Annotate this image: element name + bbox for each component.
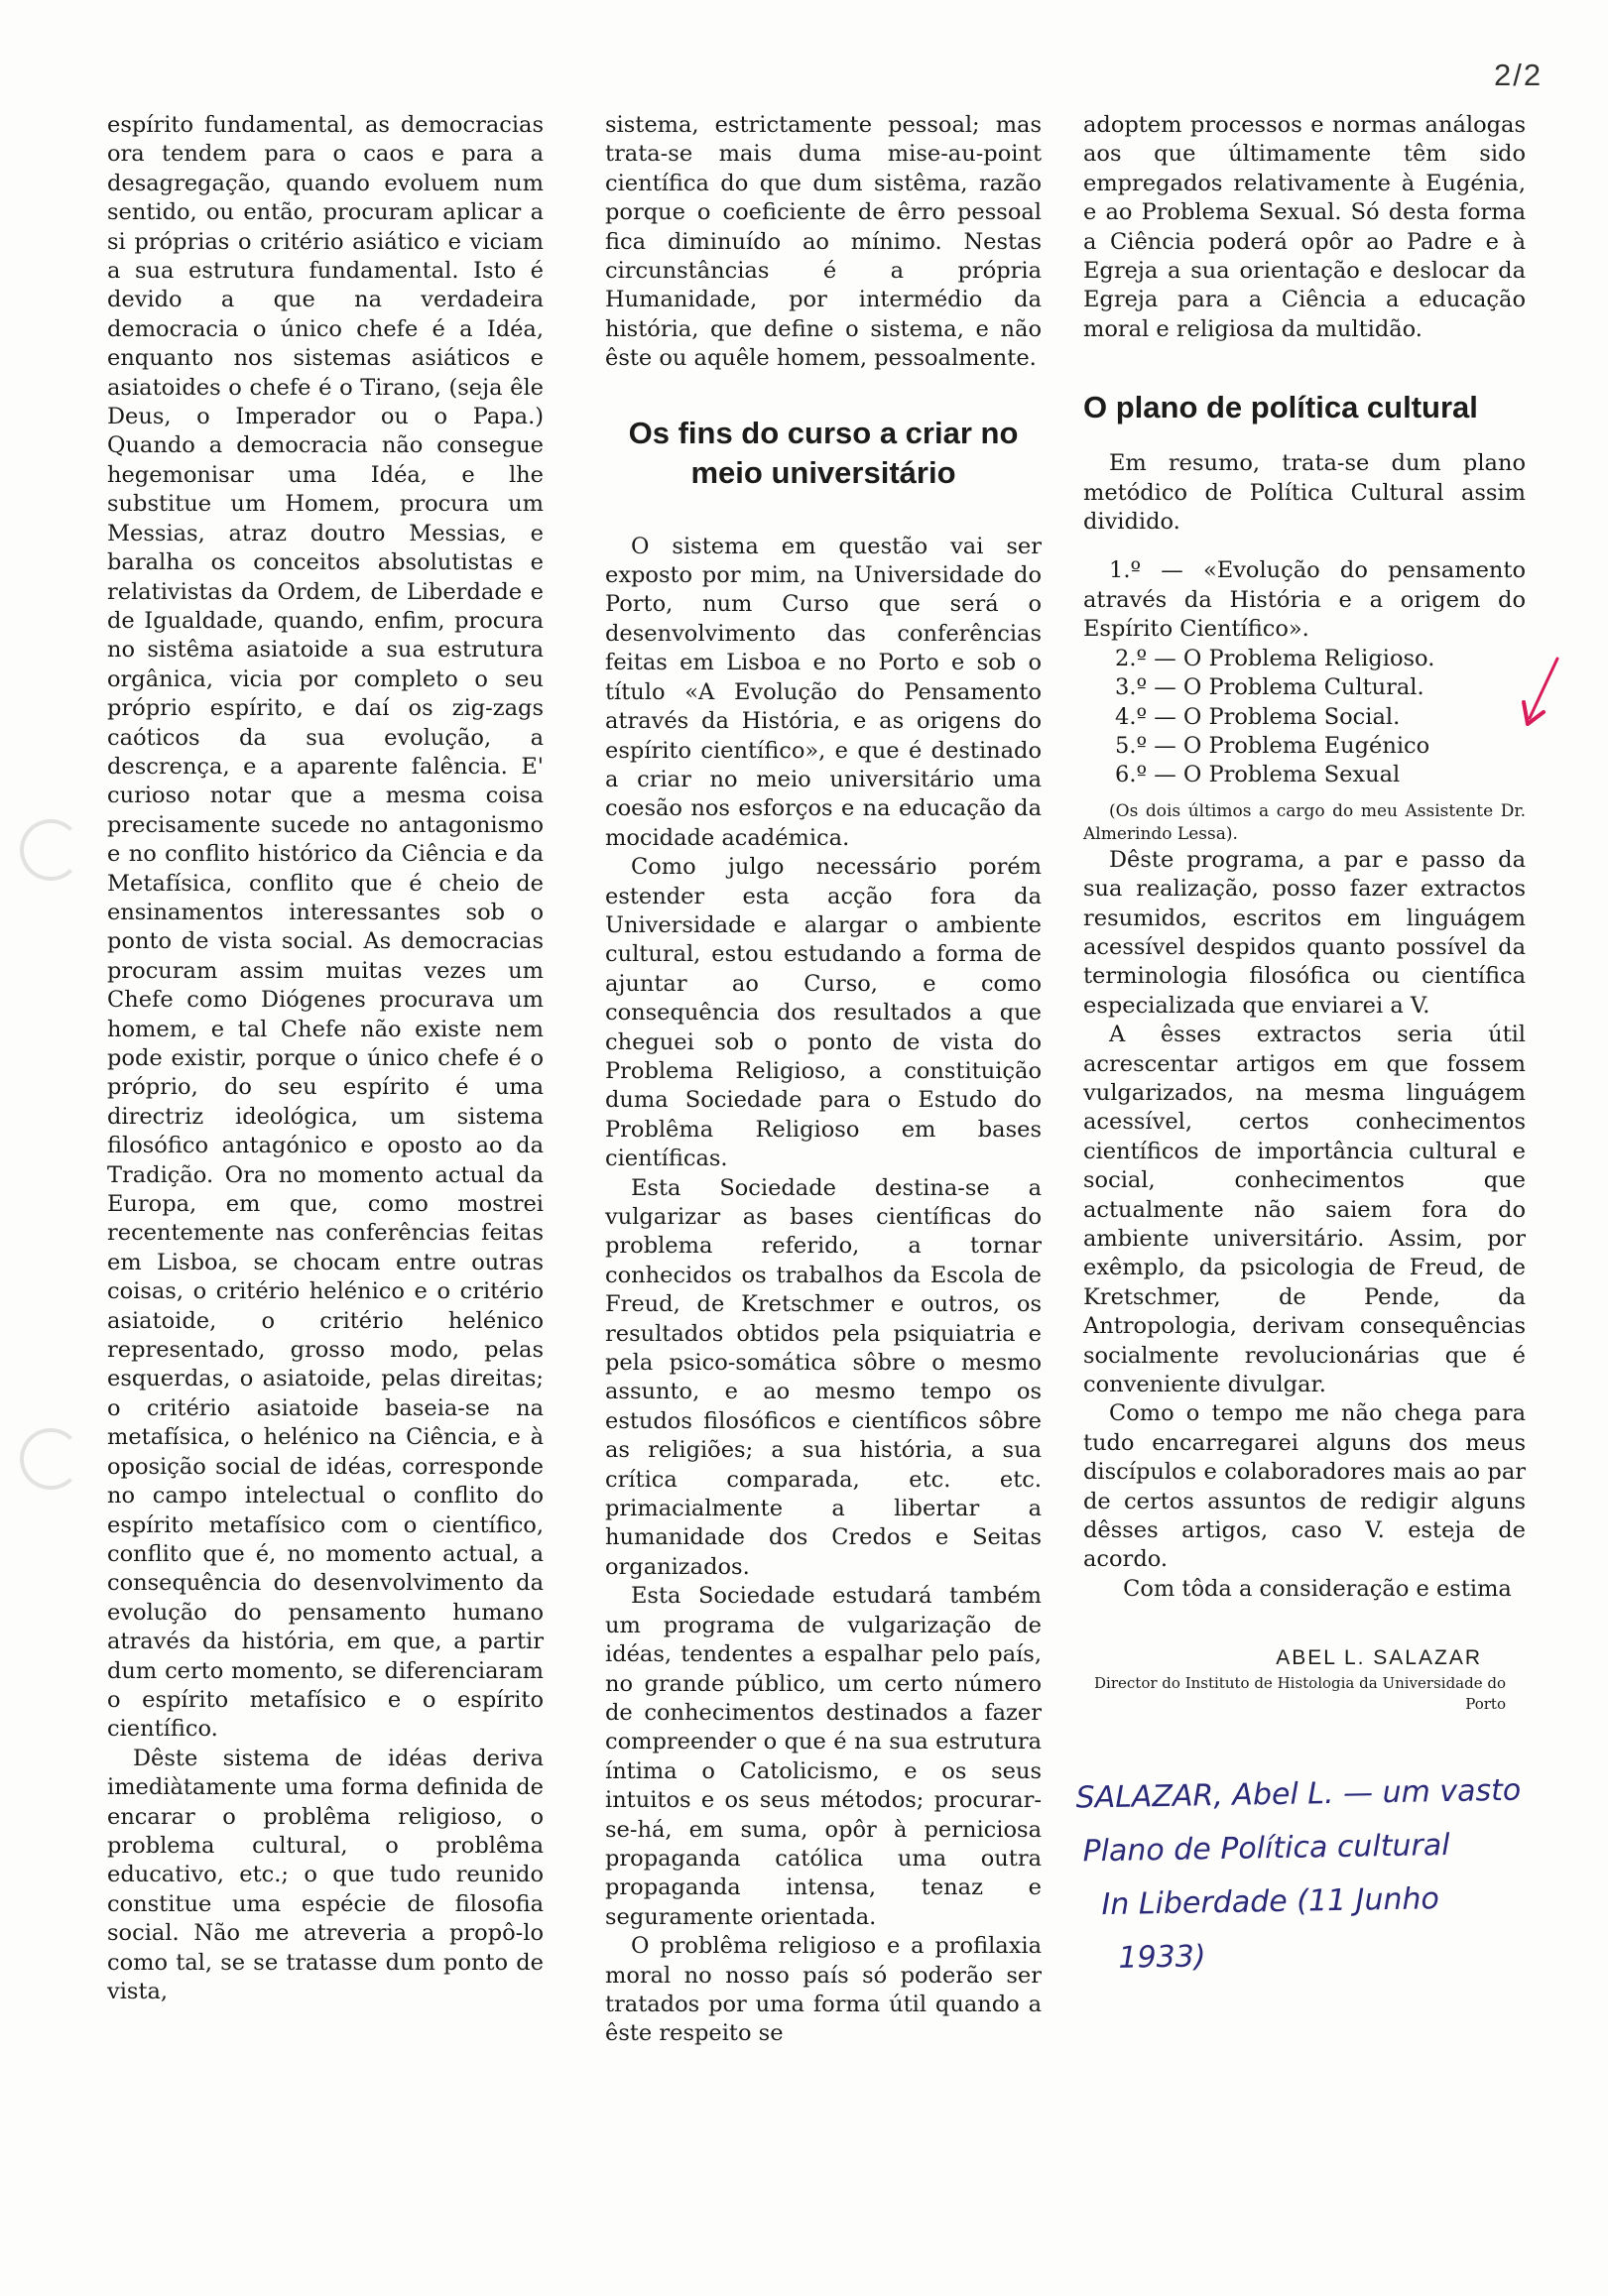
page-number: 2/2 [1494,58,1544,92]
paragraph: sistema, estrictamente pessoal; mas trata-se mais duma mise-au-point científica do que dum sistêma, razão porque o coeficiente de êrro pessoal fica diminuído ao mínimo. Nestas circunstâncias é a própria Humanidade, por intermédio da história, que define o sistema, e não êste ou aquêle homem, pessoalmente. [605,112,1042,372]
section-heading: O plano de política cultural [1083,390,1478,425]
handwritten-line: Plano de Política cultural [1082,1827,1450,1870]
signature-name: ABEL L. SALAZAR [1276,1646,1482,1670]
footnote: (Os dois últimos a cargo do meu Assistente Dr. Almerindo Lessa). [1083,800,1526,844]
list-item: 6.º — O Problema Sexual [1115,762,1401,788]
list-item: 5.º — O Problema Eugénico [1115,732,1430,759]
list-item: 1.º — «Evolução do pensamento através da História e a origem do Espírito Científico». [1083,557,1526,643]
paragraph: Em resumo, trata-se dum plano metódico de Política Cultural assim dividido. [1083,450,1526,536]
paragraph: Como julgo necessário porém estender esta acção fora da Universidade e alargar o ambiente cultural, estou estudando a forma de ajuntar ao Curso, e como consequência dos resultados a que cheguei sob o ponto de vista do Problema Religioso, a constituição duma Sociedade para o Estudo do Problêma Religioso em bases científicas. [605,854,1042,1172]
signature-title: Director do Instituto de Histologia da Universidade do Porto [1094,1673,1506,1713]
column-2 [605,111,1042,2049]
handwritten-line: In Liberdade (11 Junho [1101,1881,1440,1923]
paragraph: Esta Sociedade destina-se a vulgarizar as bases científicas do problema referido, a tornar conhecidos os trabalhos da Escola de Freud, de Kretschmer e outros, os resultados obtidos pela psiquiatria e pela psico-somática sôbre o mesmo assunto, e ao mesmo tempo os estudos filosóficos e científicos sôbre as religiões; a sua história, a sua crítica comparada, etc. etc. primacialmente a libertar a humanidade dos Credos e Seitas organizados. [605,1174,1042,1580]
paragraph: espírito fundamental, as democracias ora tendem para o caos e para a desagregação, quando evoluem num sentido, ou então, procuram aplicar a si próprias o critério asiático e viciam a sua estrutura fundamental. Isto é devido a que na verdadeira democracia o único chefe é a Idéa, enquanto nos sistemas asiáticos e asiatoides o chefe é o Tirano, (seja êle Deus, o Imperador ou o Papa.) Quando a democracia não consegue hegemonisar uma Idéa, e lhe substitue um Homem, procura um Messias, atraz doutro Messias, e baralha os conceitos absolutistas e relativistas da Ordem, de Liberdade e de Igualdade, quando, enfim, procura no sistêma asiatoide a sua estrutura orgânica, vicia por completo o seu próprio espírito, e daí os zig-zags caóticos da sua evolução, a descrença, e a aparente falência. E' curioso notar que a mesma coisa precisamente sucede no antagonismo e no conflito histórico da Ciência e da Metafísica, conflito que é cheio de ensinamentos interessantes sob o ponto de vista social. As democracias procuram assim muitas vezes um Chefe como Diógenes procurava um homem, e tal Chefe não existe nem pode existir, porque o único chefe é o próprio, do seu espírito é uma directriz ideológica, um sistema filosófico antagónico e oposto ao da Tradição. Ora no momento actual da Europa, em que, como mostrei recentemente nas conferências feitas em Lisboa, se chocam entre outras coisas, o critério helénico e o critério asiatoide, o critério helénico representado, grosso modo, pelas esquerdas, o asiatoide, pelas direitas; o critério asiatoide baseia-se na metafísica, o helénico na Ciência, e à oposição social de idéas, corresponde no campo intelectual o conflito do espírito metafísico com o científico, conflito que é, no momento actual, a consequência do desenvolvimento da evolução do pensamento humano através da história, em que, a partir dum certo momento, se diferenciaram o espírito metafísico e o espírito científico. [107,112,544,1743]
paragraph: Dêste programa, a par e passo da sua realização, posso fazer extractos resumidos, escritos em linguágem acessível despidos quanto possível da terminologia filosófica ou científica especializada que enviarei a V. [1083,846,1526,1019]
paragraph: Esta Sociedade estudará também um programa de vulgarização de idéas, tendentes a espalhar pelo país, no grande público, um certo número de conhecimentos destinados a fazer compreender o que é na sua estrutura íntima o Catolicismo, e os seus intuitos e os seus métodos; procurar-se-há, em suma, opôr à perniciosa propaganda católica uma outra propaganda intensa, tenaz e seguramente orientada. [605,1583,1042,1930]
staple-hole-mark [20,819,81,881]
list-item: 3.º — O Problema Cultural. [1115,674,1424,701]
paragraph: adoptem processos e normas análogas aos que últimamente têm sido empregados relativamente à Eugénia, e ao Problema Sexual. Só desta forma a Ciência poderá opôr ao Padre e à Egreja a sua orientação e deslocar da Egreja para a Ciência a educação moral e religiosa da multidão. [1083,112,1526,342]
column-1 [107,111,544,2006]
plan-list [1083,556,1526,789]
handwritten-note [1075,1762,1595,1986]
paragraph: O problêma religioso e a profilaxia moral no nosso país só poderão ser tratados por uma forma útil quando a êste respeito se [605,1933,1042,2047]
list-item: 4.º — O Problema Social. [1115,703,1401,730]
handwritten-line: SALAZAR, Abel L. — um vasto [1075,1772,1522,1816]
pink-arrow-mark [1520,655,1563,734]
paragraph: Como o tempo me não chega para tudo encarregarei alguns dos meus discípulos e colaboradores mais ao par de certos assuntos de redigir alguns dêsses artigos, caso V. esteja de acordo. [1083,1400,1526,1573]
closing-salutation: Com tôda a consideração e estima [1123,1575,1512,1602]
paragraph: A êsses extractos seria útil acrescentar artigos em que fossem vulgarizados, na mesma linguágem acessível, certos conhecimentos científicos de importância cultural e social, conhecimentos que actualmente não saiem fora do ambiente universitário. Assim, por exêmplo, da psicologia de Freud, de Kretschmer, de Pende, da Antropologia, derivam consequências socialmente revolucionárias que é conveniente divulgar. [1083,1022,1526,1398]
column-3 [1083,111,1526,1715]
handwritten-line: 1933) [1118,1939,1206,1976]
section-heading: Os fins do curso a criar no meio universitário [628,415,1019,490]
staple-hole-mark [20,1428,81,1490]
paragraph: O sistema em questão vai ser exposto por mim, na Universidade do Porto, num Curso que será o desenvolvimento das conferências feitas em Lisboa e no Porto e sob o título «A Evolução do Pensamento através da História, e as origens do espírito científico», e que é destinado a criar no meio universitário uma coesão nos esforços e na educação da mocidade académica. [605,533,1042,851]
list-item: 2.º — O Problema Religioso. [1115,645,1435,671]
paragraph: Dêste sistema de idéas deriva imediàtamente uma forma definida de encarar o problêma religioso, o problema cultural, o problêma educativo, etc.; o que tudo reunido constitue uma espécie de filosofia social. Não me atreveria a propô-lo como tal, se se tratasse dum ponto de vista, [107,1745,544,2004]
